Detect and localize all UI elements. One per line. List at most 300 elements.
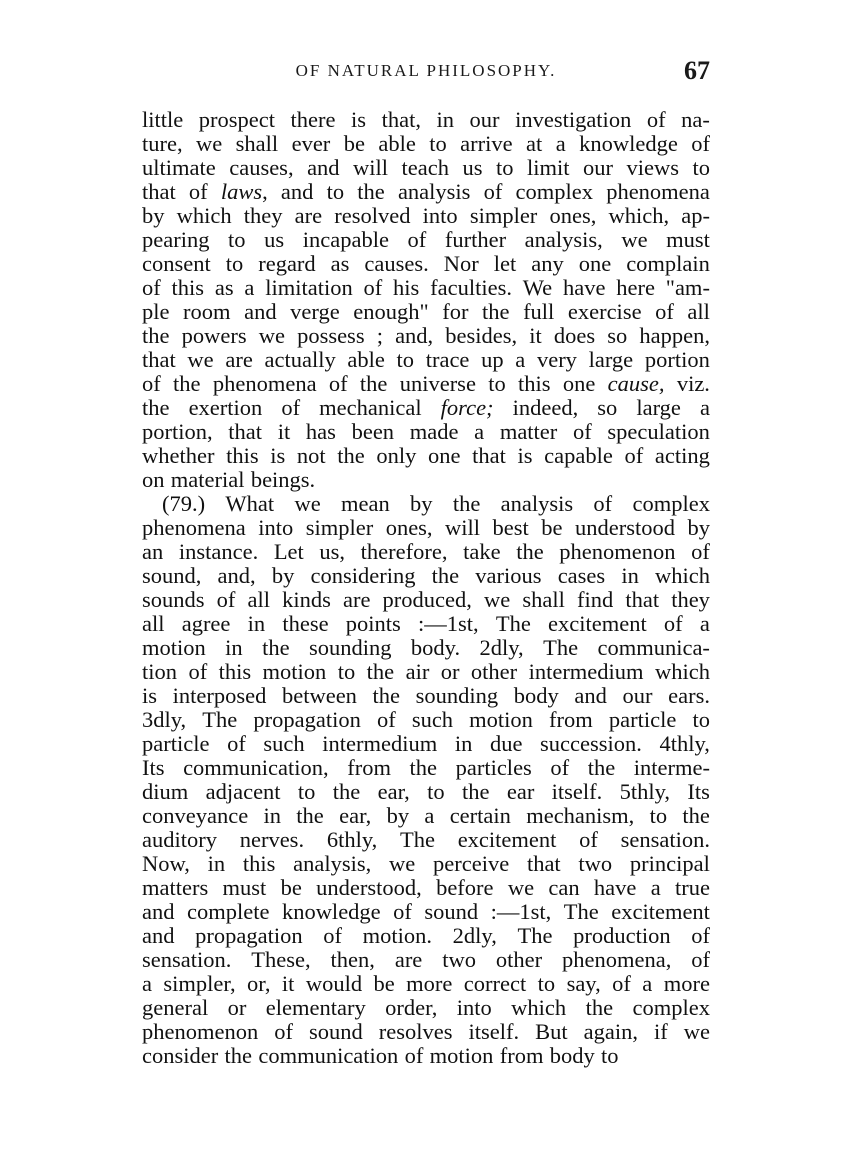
word: be bbox=[280, 876, 302, 900]
word: phenomenon bbox=[559, 540, 676, 564]
word: verge bbox=[290, 300, 340, 324]
text-line bbox=[142, 396, 710, 420]
word: views bbox=[626, 156, 679, 180]
word: agree bbox=[181, 612, 231, 636]
word: :—1st, bbox=[417, 612, 479, 636]
word: phenomena, bbox=[562, 948, 672, 972]
word: must bbox=[222, 876, 267, 900]
word: ultimate bbox=[142, 156, 216, 180]
word: best bbox=[492, 516, 529, 540]
word: any bbox=[531, 252, 564, 276]
word: of bbox=[142, 372, 161, 396]
word: two bbox=[578, 852, 613, 876]
word: the bbox=[452, 492, 481, 516]
word: by bbox=[386, 804, 410, 828]
paragraph bbox=[142, 108, 710, 492]
word: of bbox=[691, 924, 710, 948]
word: been bbox=[351, 420, 395, 444]
word: particle bbox=[142, 732, 210, 756]
word: all bbox=[247, 588, 270, 612]
word: would bbox=[305, 972, 363, 996]
word: portion bbox=[644, 348, 710, 372]
word: we bbox=[484, 588, 511, 612]
word: phenomena bbox=[212, 372, 317, 396]
word: the bbox=[431, 564, 460, 588]
text-line bbox=[142, 1020, 710, 1044]
word: have bbox=[562, 276, 606, 300]
word: large bbox=[636, 396, 681, 420]
word: be bbox=[373, 972, 395, 996]
word: mean bbox=[341, 492, 390, 516]
word: to bbox=[396, 348, 415, 372]
word: resolved bbox=[334, 204, 411, 228]
word: it bbox=[281, 972, 295, 996]
word: is bbox=[351, 108, 367, 132]
word: trace bbox=[425, 348, 470, 372]
word: and bbox=[574, 684, 607, 708]
word: 5thly, bbox=[619, 780, 671, 804]
word: elementary bbox=[265, 996, 366, 1020]
word: are bbox=[225, 348, 253, 372]
word: complete bbox=[186, 900, 270, 924]
text-line bbox=[142, 132, 710, 156]
text-line bbox=[142, 924, 710, 948]
word: a bbox=[474, 420, 485, 444]
word: :—1st, bbox=[490, 900, 552, 924]
word: in bbox=[436, 108, 455, 132]
word: limitation bbox=[265, 276, 353, 300]
word: on bbox=[142, 468, 165, 492]
word: causes, bbox=[229, 156, 294, 180]
word: true bbox=[674, 876, 710, 900]
word: cases bbox=[557, 564, 606, 588]
text-line bbox=[142, 900, 710, 924]
word: of bbox=[188, 180, 208, 204]
word: or, bbox=[247, 972, 271, 996]
word: speculation bbox=[607, 420, 710, 444]
word: to bbox=[692, 708, 710, 732]
word: matters bbox=[142, 876, 209, 900]
word: so bbox=[597, 396, 618, 420]
word: of bbox=[216, 588, 236, 612]
word: be bbox=[343, 132, 365, 156]
page-number: 67 bbox=[684, 56, 710, 85]
word: be bbox=[541, 516, 563, 540]
word: The bbox=[495, 612, 531, 636]
word: again, bbox=[583, 1020, 638, 1044]
word: happen, bbox=[639, 324, 710, 348]
word: pearing bbox=[142, 228, 210, 252]
word: in bbox=[263, 804, 281, 828]
word: complex bbox=[632, 996, 710, 1020]
word: instance. bbox=[178, 540, 259, 564]
word: air bbox=[405, 660, 430, 684]
word: mechanical bbox=[319, 396, 422, 420]
text-line bbox=[142, 780, 710, 804]
word: the bbox=[357, 180, 385, 204]
word: to bbox=[692, 156, 710, 180]
word: Its bbox=[142, 756, 165, 780]
word: sound bbox=[424, 900, 479, 924]
word: then, bbox=[330, 948, 375, 972]
word: excitement bbox=[548, 612, 647, 636]
word: our bbox=[469, 108, 500, 132]
word: matter bbox=[499, 420, 558, 444]
body-text bbox=[142, 108, 710, 1068]
word: the bbox=[296, 804, 324, 828]
word: adjacent bbox=[205, 780, 281, 804]
word: that bbox=[526, 852, 561, 876]
word: powers bbox=[181, 324, 247, 348]
word: able bbox=[378, 132, 416, 156]
word: a bbox=[515, 348, 526, 372]
word: prospect bbox=[198, 108, 276, 132]
word: of bbox=[404, 1044, 424, 1068]
word: 2dly, bbox=[479, 636, 524, 660]
word: we bbox=[258, 324, 285, 348]
word: up bbox=[481, 348, 504, 372]
word: 6thly, bbox=[326, 828, 378, 852]
word: we bbox=[683, 1020, 710, 1044]
word: conveyance bbox=[142, 804, 249, 828]
word: and, bbox=[217, 564, 256, 588]
word: body bbox=[513, 684, 559, 708]
text-line bbox=[142, 108, 710, 132]
word: of bbox=[691, 540, 710, 564]
word: of bbox=[142, 276, 161, 300]
word: shall bbox=[522, 588, 565, 612]
word: portion, bbox=[142, 420, 213, 444]
text-line bbox=[142, 300, 710, 324]
word: intermedium bbox=[322, 732, 438, 756]
word: this bbox=[226, 444, 259, 468]
word: not bbox=[296, 444, 326, 468]
word: na- bbox=[681, 108, 710, 132]
text-line bbox=[142, 636, 710, 660]
text-line bbox=[142, 516, 710, 540]
word: in bbox=[454, 732, 473, 756]
word: as bbox=[330, 252, 350, 276]
word: considering bbox=[310, 564, 416, 588]
word: his bbox=[393, 276, 420, 300]
word: causes. bbox=[364, 252, 429, 276]
word: sensation. bbox=[620, 828, 710, 852]
word: excitement bbox=[611, 900, 710, 924]
word: the bbox=[462, 780, 490, 804]
word: the bbox=[142, 396, 170, 420]
word: resolves bbox=[378, 1020, 453, 1044]
word: of bbox=[227, 732, 246, 756]
word: are bbox=[294, 204, 323, 228]
word: the bbox=[359, 372, 388, 396]
word: knowledge bbox=[281, 900, 381, 924]
word: (79.) bbox=[162, 492, 206, 516]
word: The bbox=[563, 900, 599, 924]
word: teach bbox=[401, 156, 450, 180]
word: at bbox=[526, 132, 543, 156]
word: ones, bbox=[549, 204, 597, 228]
word: our bbox=[583, 156, 613, 180]
word: of bbox=[646, 108, 666, 132]
text-line bbox=[142, 804, 710, 828]
word: from bbox=[499, 1044, 544, 1068]
word: between bbox=[281, 684, 357, 708]
word: produced, bbox=[382, 588, 472, 612]
word: ear, bbox=[377, 780, 410, 804]
word: into bbox=[422, 204, 458, 228]
word: communication bbox=[258, 1044, 399, 1068]
word: ever bbox=[291, 132, 331, 156]
word: cause, bbox=[607, 372, 665, 396]
word: to bbox=[326, 180, 345, 204]
word: complex bbox=[515, 180, 594, 204]
word: The bbox=[399, 828, 435, 852]
word: consent bbox=[142, 252, 211, 276]
word: other bbox=[495, 948, 543, 972]
word: very bbox=[536, 348, 577, 372]
word: sound bbox=[308, 1020, 363, 1044]
word: a bbox=[424, 804, 435, 828]
word: a bbox=[642, 972, 653, 996]
word: to bbox=[649, 804, 668, 828]
word: the bbox=[224, 1044, 253, 1068]
word: by bbox=[687, 516, 710, 540]
word: able bbox=[347, 348, 385, 372]
word: ture, bbox=[142, 132, 183, 156]
text-line bbox=[142, 852, 710, 876]
word: room bbox=[183, 300, 231, 324]
word: the bbox=[585, 996, 614, 1020]
running-head bbox=[142, 58, 710, 90]
word: 3dly, bbox=[142, 708, 187, 732]
word: as bbox=[214, 276, 234, 300]
word: ear bbox=[506, 780, 535, 804]
word: tion bbox=[142, 660, 178, 684]
word: Now, bbox=[142, 852, 190, 876]
word: are bbox=[394, 948, 423, 972]
word: propagation bbox=[253, 708, 361, 732]
word: or bbox=[440, 660, 460, 684]
word: But bbox=[535, 1020, 568, 1044]
word: excitement bbox=[457, 828, 557, 852]
word: motion bbox=[469, 708, 533, 732]
word: of bbox=[188, 660, 208, 684]
word: which bbox=[511, 996, 567, 1020]
text-line bbox=[142, 564, 710, 588]
word: itself. bbox=[468, 1020, 520, 1044]
word: analysis, bbox=[293, 852, 372, 876]
word: of bbox=[376, 708, 396, 732]
word: of bbox=[393, 900, 412, 924]
word: we bbox=[389, 852, 416, 876]
word: must bbox=[666, 228, 710, 252]
word: capable bbox=[544, 444, 613, 468]
word: of bbox=[363, 276, 383, 300]
word: itself. bbox=[551, 780, 603, 804]
text-line bbox=[142, 1044, 710, 1068]
word: to bbox=[601, 1044, 619, 1068]
word: have bbox=[593, 876, 637, 900]
word: two bbox=[442, 948, 476, 972]
word: of bbox=[691, 132, 710, 156]
word: material bbox=[170, 468, 245, 492]
word: one bbox=[562, 372, 596, 396]
word: succession. bbox=[540, 732, 642, 756]
word: that bbox=[142, 180, 176, 204]
word: by bbox=[142, 204, 165, 228]
word: the bbox=[337, 444, 365, 468]
word: an bbox=[142, 540, 164, 564]
word: more bbox=[406, 972, 453, 996]
word: of bbox=[579, 828, 598, 852]
word: various bbox=[475, 564, 542, 588]
word: one bbox=[428, 444, 461, 468]
paragraph bbox=[142, 492, 710, 1068]
text-line bbox=[142, 588, 710, 612]
word: interposed bbox=[172, 684, 267, 708]
word: full bbox=[523, 300, 555, 324]
word: ear, bbox=[339, 804, 372, 828]
word: possess bbox=[297, 324, 365, 348]
text-line bbox=[142, 732, 710, 756]
word: and bbox=[307, 156, 340, 180]
text-line bbox=[142, 228, 710, 252]
word: large bbox=[588, 348, 634, 372]
word: propagation bbox=[195, 924, 303, 948]
word: actually bbox=[264, 348, 336, 372]
word: the bbox=[682, 804, 710, 828]
word: we bbox=[196, 132, 223, 156]
word: we bbox=[507, 876, 535, 900]
word: the bbox=[372, 684, 401, 708]
word: Let bbox=[273, 540, 304, 564]
word: are bbox=[342, 588, 371, 612]
word: here bbox=[616, 276, 655, 300]
word: this bbox=[171, 276, 205, 300]
text-line bbox=[142, 684, 710, 708]
word: phenomenon bbox=[142, 1020, 259, 1044]
word: we bbox=[294, 492, 321, 516]
word: simpler bbox=[469, 204, 538, 228]
word: understood, bbox=[316, 876, 422, 900]
word: the bbox=[262, 636, 290, 660]
word: acting bbox=[654, 444, 710, 468]
word: of bbox=[274, 1020, 293, 1044]
word: correct bbox=[463, 972, 527, 996]
word: We bbox=[522, 276, 553, 300]
word: to bbox=[429, 132, 447, 156]
word: that bbox=[142, 348, 176, 372]
word: by bbox=[271, 564, 295, 588]
word: they bbox=[243, 204, 283, 228]
word: universe bbox=[399, 372, 476, 396]
word: one bbox=[578, 252, 612, 276]
word: little bbox=[142, 108, 184, 132]
word: the bbox=[332, 780, 361, 804]
word: sensation. bbox=[142, 948, 232, 972]
word: body bbox=[549, 1044, 595, 1068]
word: arrive bbox=[460, 132, 513, 156]
word: does bbox=[553, 324, 596, 348]
text-line bbox=[142, 996, 710, 1020]
word: nerves. bbox=[239, 828, 305, 852]
word: to bbox=[225, 252, 244, 276]
word: analysis, bbox=[524, 228, 603, 252]
text-line bbox=[142, 276, 710, 300]
word: by bbox=[410, 492, 433, 516]
word: The bbox=[543, 636, 579, 660]
word: is bbox=[270, 444, 286, 468]
text-line bbox=[142, 492, 710, 516]
word: viz. bbox=[676, 372, 710, 396]
word: motion bbox=[142, 636, 206, 660]
word: of bbox=[550, 756, 570, 780]
word: consider bbox=[142, 1044, 219, 1068]
word: made bbox=[409, 420, 459, 444]
text-line bbox=[142, 972, 710, 996]
word: so bbox=[607, 324, 628, 348]
word: that, bbox=[381, 108, 421, 132]
word: into bbox=[258, 516, 294, 540]
word: exertion bbox=[188, 396, 263, 420]
text-line bbox=[142, 204, 710, 228]
word: the bbox=[482, 300, 510, 324]
word: more bbox=[663, 972, 710, 996]
word: other bbox=[470, 660, 518, 684]
word: dium bbox=[142, 780, 189, 804]
word: of bbox=[323, 924, 342, 948]
word: the bbox=[142, 324, 170, 348]
word: production bbox=[573, 924, 671, 948]
word: indeed, bbox=[512, 396, 579, 420]
word: say, bbox=[566, 972, 601, 996]
word: simpler, bbox=[163, 972, 236, 996]
word: sounding bbox=[415, 684, 499, 708]
word: investigation bbox=[515, 108, 632, 132]
word: force; bbox=[440, 396, 494, 420]
word: which bbox=[176, 204, 232, 228]
word: knowledge bbox=[579, 132, 678, 156]
word: "am- bbox=[665, 276, 710, 300]
word: general bbox=[142, 996, 209, 1020]
word: The bbox=[202, 708, 238, 732]
word: limit bbox=[527, 156, 570, 180]
text-line bbox=[142, 876, 710, 900]
word: a bbox=[142, 972, 152, 996]
word: if bbox=[653, 1020, 668, 1044]
word: is bbox=[142, 684, 158, 708]
word: complex bbox=[632, 492, 710, 516]
word: ones, bbox=[385, 516, 433, 540]
word: simpler bbox=[305, 516, 374, 540]
word: a bbox=[244, 276, 255, 300]
text-line bbox=[142, 468, 710, 492]
word: complain bbox=[626, 252, 710, 276]
text-line bbox=[142, 420, 710, 444]
word: ; bbox=[376, 324, 383, 348]
word: and bbox=[142, 900, 175, 924]
text-line bbox=[142, 156, 710, 180]
word: sound, bbox=[142, 564, 202, 588]
word: from bbox=[347, 756, 391, 780]
word: in bbox=[225, 636, 243, 660]
word: communica- bbox=[597, 636, 710, 660]
word: that bbox=[625, 588, 660, 612]
text-line bbox=[142, 708, 710, 732]
text-line bbox=[142, 948, 710, 972]
word: all bbox=[142, 612, 165, 636]
word: shall bbox=[235, 132, 279, 156]
